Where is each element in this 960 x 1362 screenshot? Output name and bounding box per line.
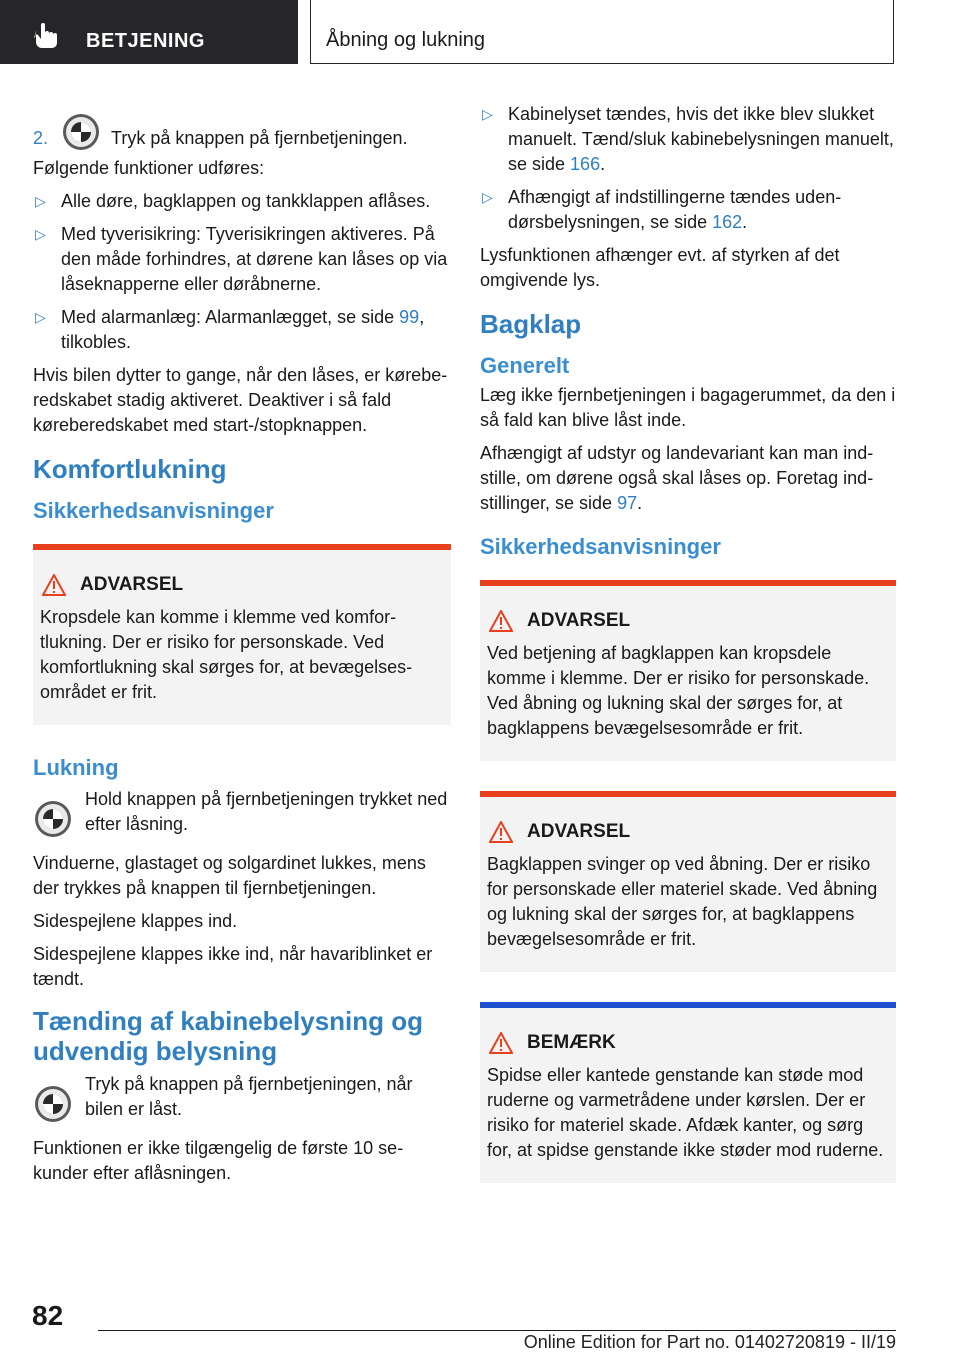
warning-box	[480, 580, 896, 761]
heading-safety: Sikkerhedsanvisninger	[33, 498, 274, 523]
right-column	[480, 102, 896, 1213]
warning-triangle-icon	[42, 574, 66, 596]
page-link[interactable]: 162	[712, 212, 743, 232]
footer-edition: Online Edition for Part no. 01402720819 - II/19	[523, 1332, 896, 1352]
step-number: 2.	[33, 128, 49, 148]
paragraph: Vinduerne, glastaget og solgardinet lukkes, mens der trykkes på knappen til fjernbetjeningen.	[33, 853, 426, 898]
triangle-bullet-icon: ▷	[35, 193, 46, 209]
hand-pointer-icon	[30, 22, 64, 50]
key-fob-lock-button-icon	[33, 1084, 73, 1124]
title-tab	[310, 0, 894, 64]
step-text: Tryk på knappen på fjernbetjeningen.	[111, 128, 408, 148]
triangle-bullet-icon: ▷	[482, 189, 493, 205]
warning-text: Kropsdele kan komme i klemme ved komfortlukning. Der er risiko for personskade. Ved komfortlukning skal sørges for, at bevægelsesområdet er frit.	[40, 607, 413, 702]
paragraph: Læg ikke fjernbetjeningen i bagagerummet, da den i så fald kan blive låst inde.	[480, 385, 896, 430]
triangle-bullet-icon: ▷	[35, 309, 46, 325]
page-link[interactable]: 97	[617, 493, 638, 513]
list-item: ▷ Kabinelyset tændes, hvis det ikke blev slukket manuelt. Tænd/sluk kabinebelysningen manuelt, se side 166.	[482, 104, 894, 174]
key-fob-lock-button-icon	[61, 112, 101, 152]
taending-text: Tryk på knappen på fjernbetjeningen, når bilen er låst.	[85, 1074, 413, 1119]
paragraph: Funktionen er ikke tilgængelig de første 10 sekunder efter aflåsningen.	[33, 1138, 404, 1183]
warning-triangle-icon	[489, 1032, 513, 1054]
lukning-text: Hold knappen på fjernbetjeningen trykket ned efter låsning.	[85, 789, 448, 834]
heading-komfortlukning: Komfortlukning	[33, 454, 227, 484]
warning-box	[480, 791, 896, 972]
footer-divider	[98, 1330, 896, 1331]
heading-lukning: Lukning	[33, 755, 119, 780]
list-item: ▷ Med tyverisikring: Tyverisikringen aktiveres. På den måde forhindres, at dørene kan låses op via låseknapperne eller døråbnerne.	[35, 224, 448, 294]
heading-bagklap: Bagklap	[480, 309, 582, 339]
page-link[interactable]: 166	[570, 154, 601, 174]
note-title: BEMÆRK	[487, 1030, 888, 1055]
light-list	[480, 102, 896, 235]
triangle-bullet-icon: ▷	[35, 226, 46, 242]
note-text: Spidse eller kantede genstande kan støde mod ruderne og varmetrådene under kørslen. Der er risiko for materiel skade. Afdæk kanter, og sørg for, at spidse genstande ikke støder mod ruderne.	[487, 1065, 884, 1160]
paragraph: Sidespejlene klappes ikke ind, når havariblinket er tændt.	[33, 944, 433, 989]
intro-text: Følgende funktioner udføres:	[33, 158, 265, 178]
page-number: 82	[32, 1300, 64, 1331]
list-item: ▷ Alle døre, bagklappen og tankklappen aflåses.	[33, 189, 451, 214]
function-list	[33, 189, 451, 355]
warning-title: ADVARSEL	[40, 572, 443, 597]
warning-box	[33, 544, 451, 725]
page-link[interactable]: 99	[399, 307, 420, 327]
heading-generelt: Generelt	[480, 353, 570, 378]
paragraph: Lysfunktionen afhænger evt. af styrken af det omgivende lys.	[480, 245, 840, 290]
lukning-item	[33, 787, 451, 837]
note-box	[480, 1002, 896, 1183]
left-column	[33, 112, 451, 1194]
section-tab	[0, 0, 298, 64]
page-header	[0, 0, 960, 66]
paragraph: Hvis bilen dytter to gange, når den låses, er køreberedskabet stadig aktiveret. Deaktiver i så fald køreberedskabet med start-/stopknappen.	[33, 365, 448, 435]
taending-item	[33, 1072, 451, 1122]
heading-safety: Sikkerhedsanvisninger	[480, 534, 721, 559]
heading-taending: Tænding af kabinebelysning og udvendig belysning	[33, 1006, 424, 1066]
key-fob-lock-button-icon	[33, 799, 73, 839]
warning-title: ADVARSEL	[487, 819, 888, 844]
paragraph: Sidespejlene klappes ind.	[33, 911, 238, 931]
step-item	[33, 112, 451, 150]
paragraph: Afhængigt af udstyr og landevariant kan man indstille, om dørene også skal låses op. Foretag indstillinger, se side 97.	[480, 443, 874, 513]
triangle-bullet-icon: ▷	[482, 106, 493, 122]
section-label: BETJENING	[86, 30, 205, 52]
warning-title: ADVARSEL	[487, 608, 888, 633]
list-item: ▷ Med alarmanlæg: Alarmanlægget, se side 99, tilkobles.	[35, 307, 425, 352]
chapter-title: Åbning og lukning	[326, 29, 486, 51]
warning-text: Bagklappen svinger op ved åbning. Der er risiko for personskade eller materiel skade. Ved åbning og lukning skal der sørges for, at bagklappens bevægelsesområde er frit.	[487, 854, 878, 949]
list-item: ▷ Afhængigt af indstillingerne tændes udendørsbelysningen, se side 162.	[482, 187, 842, 232]
warning-triangle-icon	[489, 610, 513, 632]
warning-text: Ved betjening af bagklappen kan kropsdele komme i klemme. Der er risiko for personskade. Ved åbning og lukning skal der sørges for, at bagklappens bevægelsesområde er frit.	[487, 643, 870, 738]
warning-triangle-icon	[489, 821, 513, 843]
